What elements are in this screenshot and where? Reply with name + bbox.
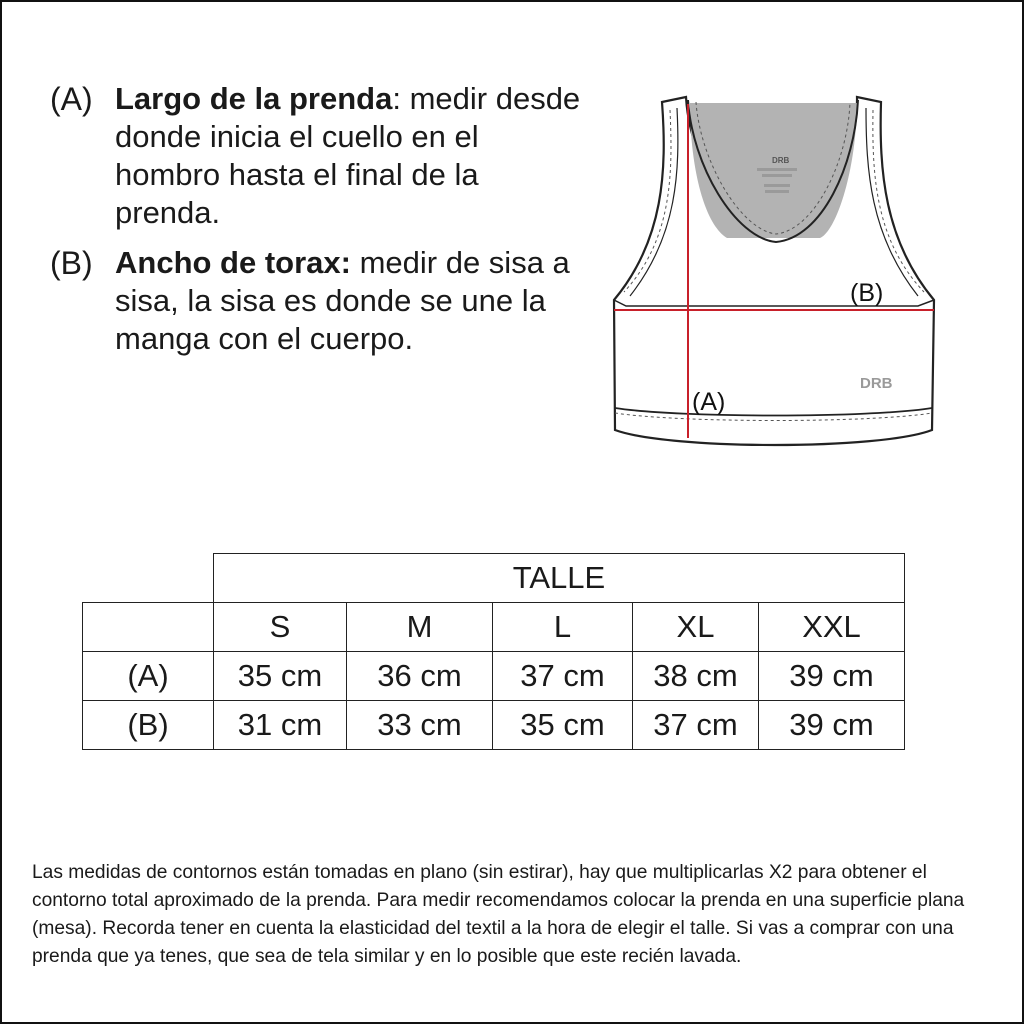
- definition-a-body: [115, 80, 585, 232]
- definition-b-tag: (B): [50, 245, 93, 281]
- definition-b-term: Ancho de torax:: [115, 245, 351, 280]
- table-corner: [83, 554, 214, 603]
- size-header: M: [347, 603, 493, 652]
- measure-cell: 38 cm: [633, 652, 759, 701]
- brand-logo: DRB: [860, 375, 893, 392]
- measure-cell: 35 cm: [214, 652, 347, 701]
- size-table-header-row: [83, 554, 905, 603]
- measure-cell: 36 cm: [347, 652, 493, 701]
- definition-a-text: medir desde donde inicia el cuello en el hombro hasta el final de la prenda.: [115, 81, 581, 230]
- diagram-label-a: (A): [692, 388, 726, 416]
- table-corner-cell: [83, 603, 214, 652]
- table-row: [83, 701, 905, 750]
- talle-header: TALLE: [214, 554, 905, 603]
- measure-cell: 33 cm: [347, 701, 493, 750]
- measure-cell: 35 cm: [493, 701, 633, 750]
- definition-a-separator: :: [392, 81, 401, 116]
- size-header: S: [214, 603, 347, 652]
- measure-cell: 39 cm: [759, 701, 905, 750]
- definition-a-term: Largo de la prenda: [115, 81, 393, 116]
- definition-b-body: [115, 244, 585, 358]
- measurement-note: Las medidas de contornos están tomadas en plano (sin estirar), hay que multiplicarlas X2 para obtener el contorno total aproximado de la prenda. Para medir recomendamos colocar la prenda en una superficie plana (mesa). Recorda tener en cuenta la elasticidad del textil a la hora de elegir el talle. Si vas a comprar con una prenda que ya tenes, que sea de tela similar y en lo posible que este recién lavada.: [32, 862, 965, 968]
- row-label: (A): [83, 652, 214, 701]
- measure-cell: 39 cm: [759, 652, 905, 701]
- diagram-label-b: (B): [850, 279, 884, 307]
- size-header: L: [493, 603, 633, 652]
- care-label-logo: DRB: [772, 156, 790, 165]
- definition-a-tag: (A): [50, 81, 93, 117]
- table-row: [83, 652, 905, 701]
- garment-diagram: [600, 80, 960, 460]
- row-label: (B): [83, 701, 214, 750]
- measure-cell: 37 cm: [633, 701, 759, 750]
- size-header: XXL: [759, 603, 905, 652]
- size-table-sizes-row: [83, 603, 905, 652]
- size-header: XL: [633, 603, 759, 652]
- definition-b-text: medir de sisa a sisa, la sisa es donde se une la manga con el cuerpo.: [115, 245, 570, 356]
- measure-cell: 37 cm: [493, 652, 633, 701]
- size-table: [82, 553, 905, 750]
- measure-cell: 31 cm: [214, 701, 347, 750]
